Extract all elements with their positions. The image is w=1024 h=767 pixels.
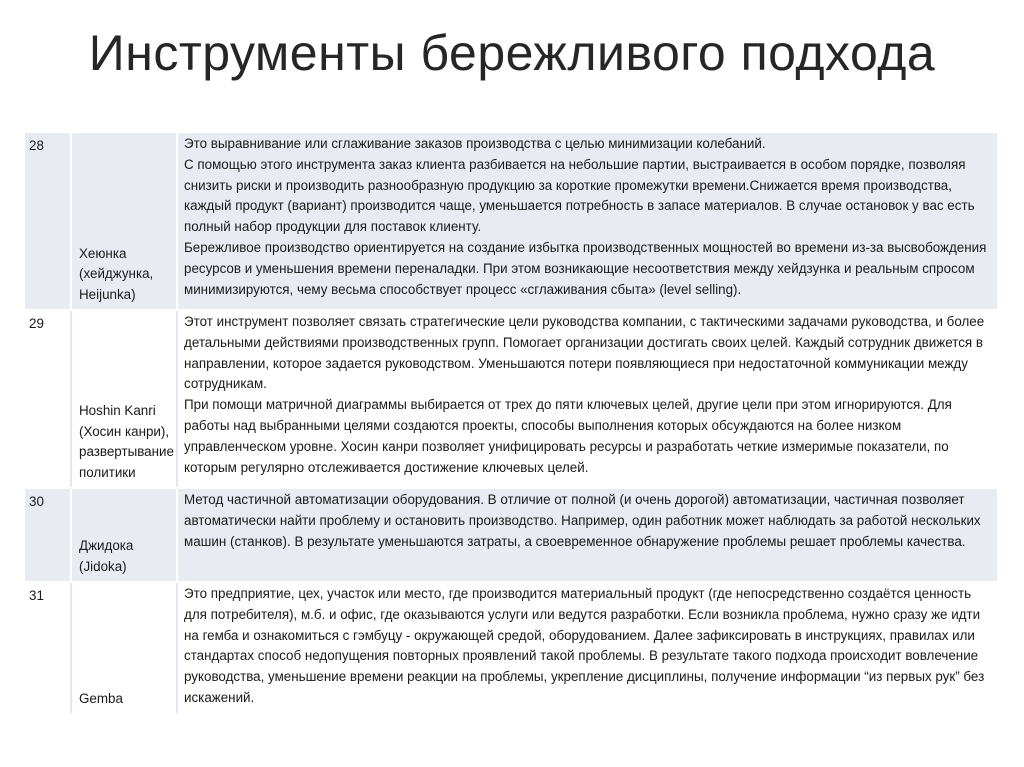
description-paragraph: При помощи матричной диаграммы выбирается от трех до пяти ключевых целей, другие цели при этом игнорируются. Для работы над выбранными целями создаются проекты, способы выполнения которых обсуждаются на более низком управленческом уровне. Хосин канри позволяет унифицировать ресурсы и разработать четкие измеримые показатели, по которым регулярно отслеживается достижение ключевых целей. — [184, 397, 952, 475]
description-paragraph: С помощью этого инструмента заказ клиента разбивается на небольшие партии, выстраивается в особом порядке, позволяя снизить риски и производить разнообразную продукцию за короткие промежутки времени.Снижается время производства, каждый продукт (вариант) производится чаще, уменьшается потребность в запасе материалов. В случае остановок у вас есть полный набор продукции для поставок клиенту. — [184, 156, 975, 235]
table-row — [25, 583, 997, 713]
tools-table-container — [25, 131, 997, 715]
row-number: 28 — [25, 133, 72, 309]
tool-name: Хеюнка (хейджунка, Heijunka) — [72, 133, 178, 309]
description-paragraph: Этот инструмент позволяет связать стратегические цели руководства компании, с тактическими задачами руководства, и более детальными действиями производственных групп. Помогает организации достигать своих целей. Каждый сотрудник движется в направлении, которое задается руководством. Уменьшаются потери появляющиеся при недостаточной коммуникации между сотрудникам. — [184, 314, 985, 392]
tool-name: Gemba — [72, 583, 178, 713]
tool-name: Джидока (Jidoka) — [72, 489, 178, 581]
tool-description — [178, 133, 997, 309]
slide-title: Инструменты бережливого подхода — [88, 25, 936, 81]
description-paragraph: Это выравнивание или сглаживание заказов производства с целью минимизации колебаний. — [184, 136, 766, 151]
table-row — [25, 311, 997, 487]
description-paragraph: Это предприятие, цех, участок или место, где производится материальный продукт (где непосредственно создаётся ценность для потребителя), м.б. и офис, где оказываются услуги или ведутся разработки. Если возникла проблема, нужно сразу же идти на гемба и ознакомиться с гэмбуцу - окружающей средой, оборудованием. Далее зафиксировать в инструкциях, правилах или стандартах способ недопущения повторных проявлений такой проблемы. В результате такого подхода происходит вовлечение руководства, уменьшение времени реакции на проблемы, укрепление дисциплины, получение информации “из первых рук” без искажений. — [184, 586, 985, 705]
description-paragraph: Метод частичной автоматизации оборудования. В отличие от полной (и очень дорогой) автоматизации, частичная позволяет автоматически найти проблему и остановить производство. Например, один работник может наблюдать за работой нескольких машин (станков). В результате уменьшаются затраты, а своевременное обнаружение проблемы решает проблемы качества. — [184, 492, 981, 549]
tool-name: Hoshin Kanri (Хосин канри), развертывание политики — [72, 311, 178, 487]
row-number: 31 — [25, 583, 72, 713]
tool-description — [178, 489, 997, 581]
table-row — [25, 133, 997, 309]
tool-description — [178, 311, 997, 487]
row-number: 29 — [25, 311, 72, 487]
row-number: 30 — [25, 489, 72, 581]
table-row — [25, 489, 997, 581]
description-paragraph: Бережливое производство ориентируется на создание избытка производственных мощностей во времени из-за высвобождения ресурсов и уменьшения времени переналадки. При этом возникающие несоответствия между хейдзунка и реальным спросом минимизируются, чему весьма способствует процесс «сглаживания сбыта» (level selling). — [184, 239, 987, 297]
tool-description — [178, 583, 997, 713]
tools-table — [25, 131, 997, 715]
